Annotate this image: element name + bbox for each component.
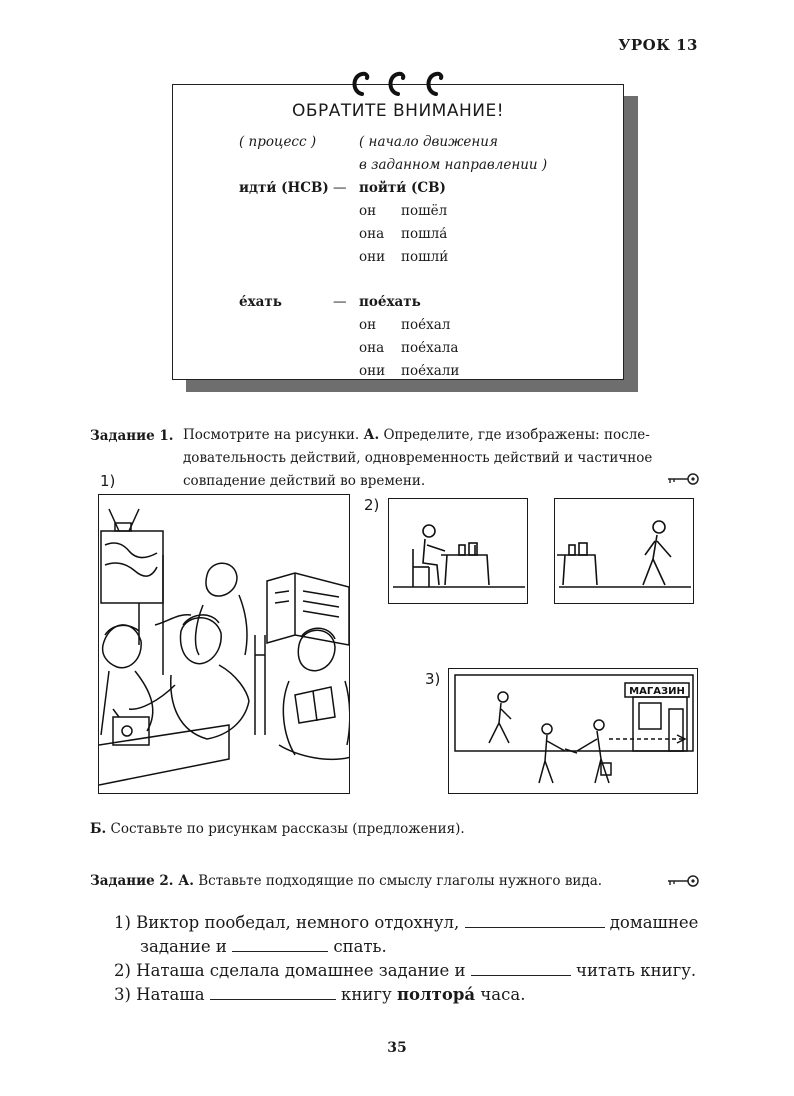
task1-line-3: совпадение действий во времени. [183,473,426,489]
task2-heading: Задание 2. А. Вставьте подходящие по смыслу глаголы нужного вида. [90,873,603,889]
task1-text [183,424,703,493]
page-number: 35 [387,1040,407,1056]
verb2-imperfective: е́хать [239,294,282,310]
picture-1-label: 1) [100,472,116,490]
verb1-form-3: они пошли́ [359,249,449,265]
sentence-3: 3) Наташа книгу полтора́ часа. [114,985,526,1004]
verb2-perfective: пое́хать [359,294,421,310]
process-label: ( процесс ) [239,134,317,150]
person-walking-illustration [555,499,694,604]
blank-2[interactable] [232,950,328,952]
blank-4[interactable] [210,998,336,1000]
task1-line-1: Посмотрите на рисунки. А. Определите, где изображены: после- [183,427,650,443]
person-eating-illustration [389,499,528,604]
spiral-rings-icon [348,68,458,98]
verb1-form-1: он пошёл [359,203,448,219]
lesson-header: УРОК 13 [618,36,698,54]
verb2-dash: — [333,294,347,310]
sentence-1-line-1: 1) Виктор пообедал, немного отдохнул, домашнее [114,913,699,932]
shop-sign: МАГАЗИН [629,686,685,697]
picture-2-label: 2) [364,496,380,514]
verb2-form-2: она пое́хала [359,340,459,356]
start-label-1: ( начало движения [359,134,498,150]
sentence-2: 2) Наташа сделала домашнее задание и читать книгу. [114,961,697,980]
key-icon-2 [666,874,700,888]
verb1-imperfective: идти́ (НСВ) [239,180,329,196]
task1-line-2: довательность действий, одновременность действий и частичное [183,450,653,466]
picture-2b-frame [554,498,694,604]
picture-1-illustration [99,495,350,794]
verb2-form-3: они пое́хали [359,363,460,379]
blank-3[interactable] [471,974,571,976]
verb1-form-2: она пошла́ [359,226,448,242]
attention-card [172,84,624,380]
picture-2a-frame [388,498,528,604]
picture-3-frame [448,668,698,794]
verb1-perfective: пойти́ (СВ) [359,180,446,196]
picture-3-label: 3) [425,670,441,688]
task1-part-b: Б. Составьте по рисункам рассказы (предложения). [90,821,465,837]
blank-1[interactable] [465,926,605,928]
task1-label: Задание 1. [90,428,174,444]
verb2-form-1: он пое́хал [359,317,451,333]
card-title: ОБРАТИТЕ ВНИМАНИЕ! [291,101,505,121]
key-icon [666,472,700,486]
picture-1-frame [98,494,350,794]
start-label-2: в заданном направлении ) [359,157,548,173]
sentence-1-line-2: задание и спать. [140,937,387,956]
verb1-dash: — [333,180,347,196]
street-scene-illustration [449,669,698,794]
